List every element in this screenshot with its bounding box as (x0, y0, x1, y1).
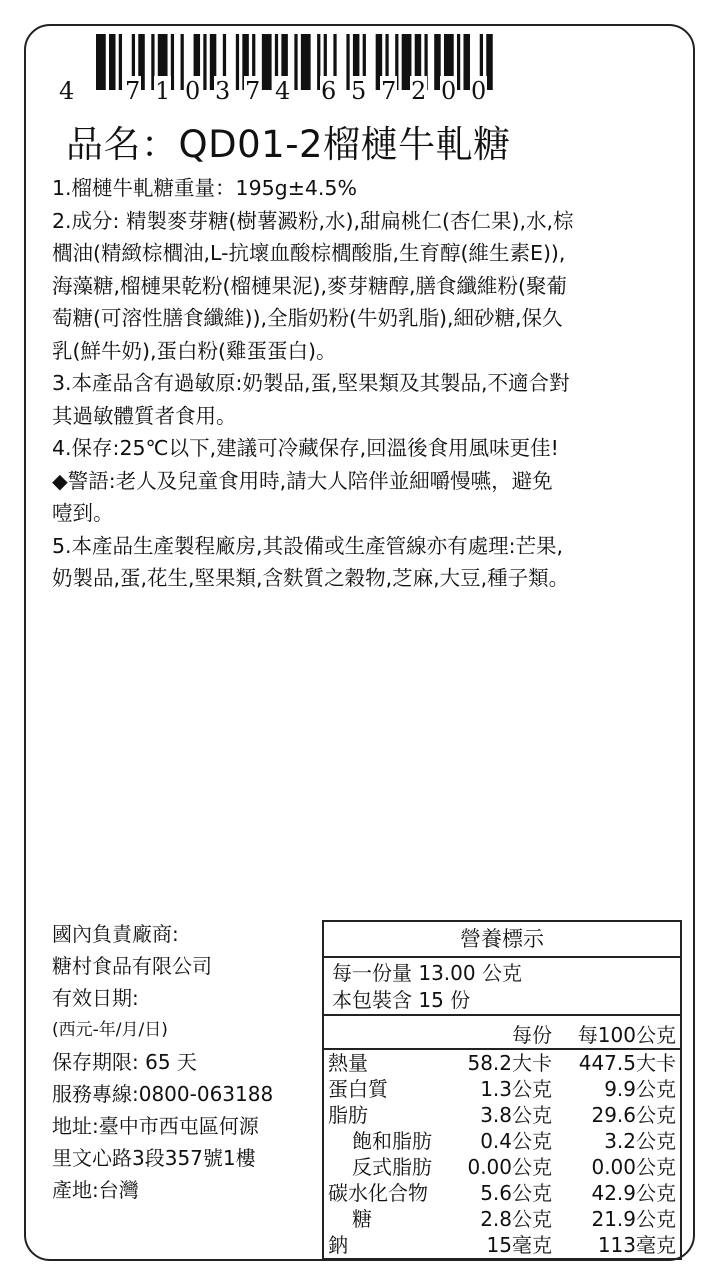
info-line: 4.保存:25℃以下,建議可冷藏保存,回溫後食用風味更佳! (52, 436, 559, 460)
nutrient-name: 脂肪 (328, 1103, 368, 1127)
company-name: 糖村食品有限公司 (52, 954, 212, 978)
info-line: 櫚油(精緻棕櫚油,L-抗壞血酸棕櫚酸脂,生育醇(維生素E)), (52, 241, 566, 265)
barcode-digit: 6 (321, 77, 337, 105)
info-line: 5.本產品生產製程廠房,其設備或生產管線亦有處理:芒果, (52, 533, 563, 558)
nutrition-row (324, 1102, 680, 1128)
info-line: 萄糖(可溶性膳食纖維)),全脂奶粉(牛奶乳脂),細砂糖,保久 (52, 306, 563, 330)
nutrition-title: 營養標示 (324, 922, 680, 958)
nutrient-per-serving: 0.4公克 (480, 1129, 552, 1153)
info-line: 奶製品,蛋,花生,堅果類,含麩質之穀物,芝麻,大豆,種子類。 (52, 566, 570, 590)
barcode-digit: 0 (185, 77, 201, 105)
info-paragraph (52, 172, 682, 205)
barcode-digit: 7 (381, 77, 397, 105)
nutrition-row (324, 1076, 680, 1102)
nutrient-name: 鈉 (328, 1233, 348, 1257)
date-format: (西元-年/月/日) (52, 1020, 168, 1040)
barcode-digit: 4 (275, 77, 291, 105)
col-per-serving: 每份 (512, 1023, 552, 1047)
nutrient-name: 飽和脂肪 (352, 1129, 432, 1153)
nutrient-per-serving: 3.8公克 (480, 1103, 552, 1127)
nutrient-per-serving: 5.6公克 (480, 1181, 552, 1205)
info-paragraph (52, 432, 682, 465)
origin: 產地:台灣 (52, 1178, 139, 1202)
service-hotline: 服務專線:0800-063188 (52, 1082, 274, 1106)
nutrient-per-100g: 3.2公克 (604, 1129, 676, 1153)
info-paragraph (52, 205, 682, 368)
nutrient-per-100g: 29.6公克 (591, 1103, 676, 1127)
barcode-digit: 0 (441, 77, 457, 105)
address-line-1: 地址:臺中市西屯區何源 (52, 1114, 259, 1138)
info-line: 1.榴槤牛軋糖重量：195g±4.5% (52, 176, 357, 200)
nutrient-per-serving: 58.2大卡 (467, 1051, 552, 1075)
nutrition-row (324, 1128, 680, 1154)
info-line: 2.成分: 精製麥芽糖(樹薯澱粉,水),甜扁桃仁(杏仁果),水,棕 (52, 208, 574, 233)
nutrition-column-headers (324, 1016, 680, 1050)
barcode-digit: 7 (245, 77, 261, 105)
barcode-digit: 3 (215, 77, 231, 105)
nutrient-per-100g: 42.9公克 (591, 1181, 676, 1205)
nutrition-row (324, 1232, 680, 1258)
barcode-digit: 2 (411, 77, 427, 105)
nutrient-per-serving: 15毫克 (486, 1233, 552, 1257)
product-info (52, 172, 682, 595)
servings-per-pack: 本包裝含 15 份 (332, 988, 471, 1012)
nutrient-name: 熱量 (328, 1051, 368, 1075)
nutrient-name: 蛋白質 (328, 1077, 388, 1101)
serving-info (324, 958, 680, 1016)
nutrition-rows (324, 1050, 680, 1258)
nutrition-row (324, 1206, 680, 1232)
nutrient-per-100g: 113毫克 (597, 1233, 676, 1257)
nutrient-name: 反式脂肪 (352, 1155, 432, 1179)
serving-size: 每一份量 13.00 公克 (332, 961, 522, 985)
shelf-life: 保存期限: 65 天 (52, 1050, 197, 1074)
info-line: ◆警語:老人及兒童食用時,請大人陪伴並細嚼慢嚥，避免 (52, 468, 553, 493)
nutrient-per-100g: 21.9公克 (591, 1207, 676, 1231)
nutrition-row (324, 1154, 680, 1180)
product-name: 品名：QD01-2榴槤牛軋糖 (66, 123, 511, 166)
info-line: 海藻糖,榴槤果乾粉(榴槤果泥),麥芽糖醇,膳食纖維粉(聚葡 (52, 273, 568, 298)
vendor-info (52, 918, 322, 1206)
nutrition-row (324, 1180, 680, 1206)
info-line: 3.本產品含有過敏原:奶製品,蛋,堅果類及其製品,不適合對 (52, 371, 570, 395)
barcode-digit: 7 (125, 77, 141, 105)
nutrient-per-serving: 2.8公克 (480, 1207, 552, 1231)
info-line: 其過敏體質者食用。 (52, 403, 237, 428)
expiry-label: 有效日期: (52, 986, 139, 1010)
nutrient-per-100g: 0.00公克 (591, 1155, 676, 1179)
nutrient-per-serving: 1.3公克 (480, 1077, 552, 1101)
info-paragraph (52, 367, 682, 432)
barcode-digit: 5 (351, 77, 367, 105)
barcode-digit: 0 (471, 77, 487, 105)
nutrient-name: 碳水化合物 (328, 1181, 428, 1205)
info-paragraph (52, 530, 682, 595)
nutrition-facts-table (322, 920, 682, 1260)
responsible-label: 國內負責廠商: (52, 922, 179, 946)
nutrient-per-100g: 447.5大卡 (578, 1051, 676, 1075)
barcode-digit: 1 (155, 77, 171, 105)
nutrition-row (324, 1050, 680, 1076)
info-line: 乳(鮮牛奶),蛋白粉(雞蛋蛋白)。 (52, 338, 337, 363)
info-paragraph (52, 465, 682, 530)
nutrient-per-100g: 9.9公克 (604, 1077, 676, 1101)
col-per-100g: 每100公克 (577, 1023, 676, 1047)
nutrient-per-serving: 0.00公克 (467, 1155, 552, 1179)
barcode-digit: 4 (59, 77, 75, 105)
barcode-digits (58, 76, 518, 106)
nutrient-name: 糖 (352, 1207, 372, 1231)
address-line-2: 里文心路3段357號1樓 (52, 1146, 256, 1170)
info-line: 噎到。 (52, 501, 114, 525)
